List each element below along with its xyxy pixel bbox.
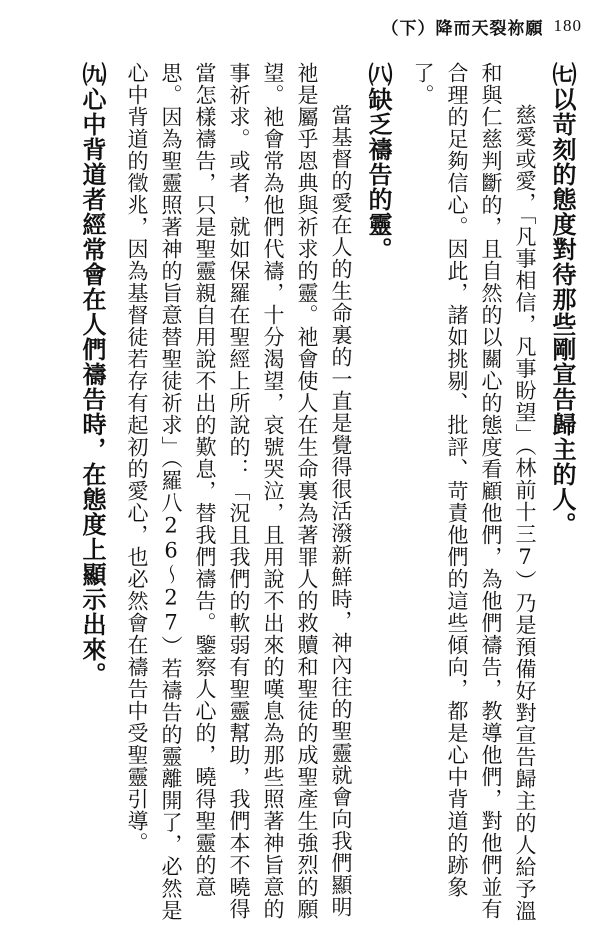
section-heading-7: ㈦以苛刻的態度對待那些剛宣告歸主的人。 [548, 62, 576, 537]
section-paragraph-8: 當基督的愛在人的生命裏的一直是覺得很活潑新鮮時，神內往的聖靈就會向我們顯明祂是屬乎恩典與祈求的靈。祂會使人在生命裏為著罪人的救贖和聖徒的成聖產生強烈的願望。祂會常為他們代禱，十分渴望，哀號哭泣，且用說不出來的嘆息為那些照著神旨意的事祈求。或者，就如保羅在聖經上所說的：「況且我們的軟弱有聖靈幫助，我們本不曉得當怎樣禱告，只是聖靈親自用說不出的歎息，替我們禱告。鑒察人心的，曉得聖靈的意思。因為聖靈照著神的旨意替聖徒祈求」（羅八26～27）若禱告的靈離開了，必然是心中背道的徵兆，因為基督徒若存有起初的愛心，也必然會在禱告中受聖靈引導。 [125, 62, 353, 922]
section-heading-8: ㈧缺乏禱告的靈。 [364, 62, 392, 262]
page-number: 180 [553, 16, 582, 35]
section-heading-9: ㈨心中背道者經常會在人們禱告時，在態度上顯示出來。 [78, 62, 106, 687]
section-paragraph-7: 慈愛或愛，「凡事相信，凡事盼望」（林前十三7）乃是預備好對宣告歸主的人給予溫和與仁慈判斷的，且自然的以關心的態度看顧他們，為他們禱告，教導他們，對他們並有合理的足夠信心。因此，諸如挑剔、批評、苛責他們的這些傾向，都是心中背道的跡象了。 [411, 62, 537, 922]
page-body [18, 62, 582, 932]
page-header [382, 14, 583, 38]
chapter-title: （下）降而天裂祢願 [381, 18, 544, 39]
